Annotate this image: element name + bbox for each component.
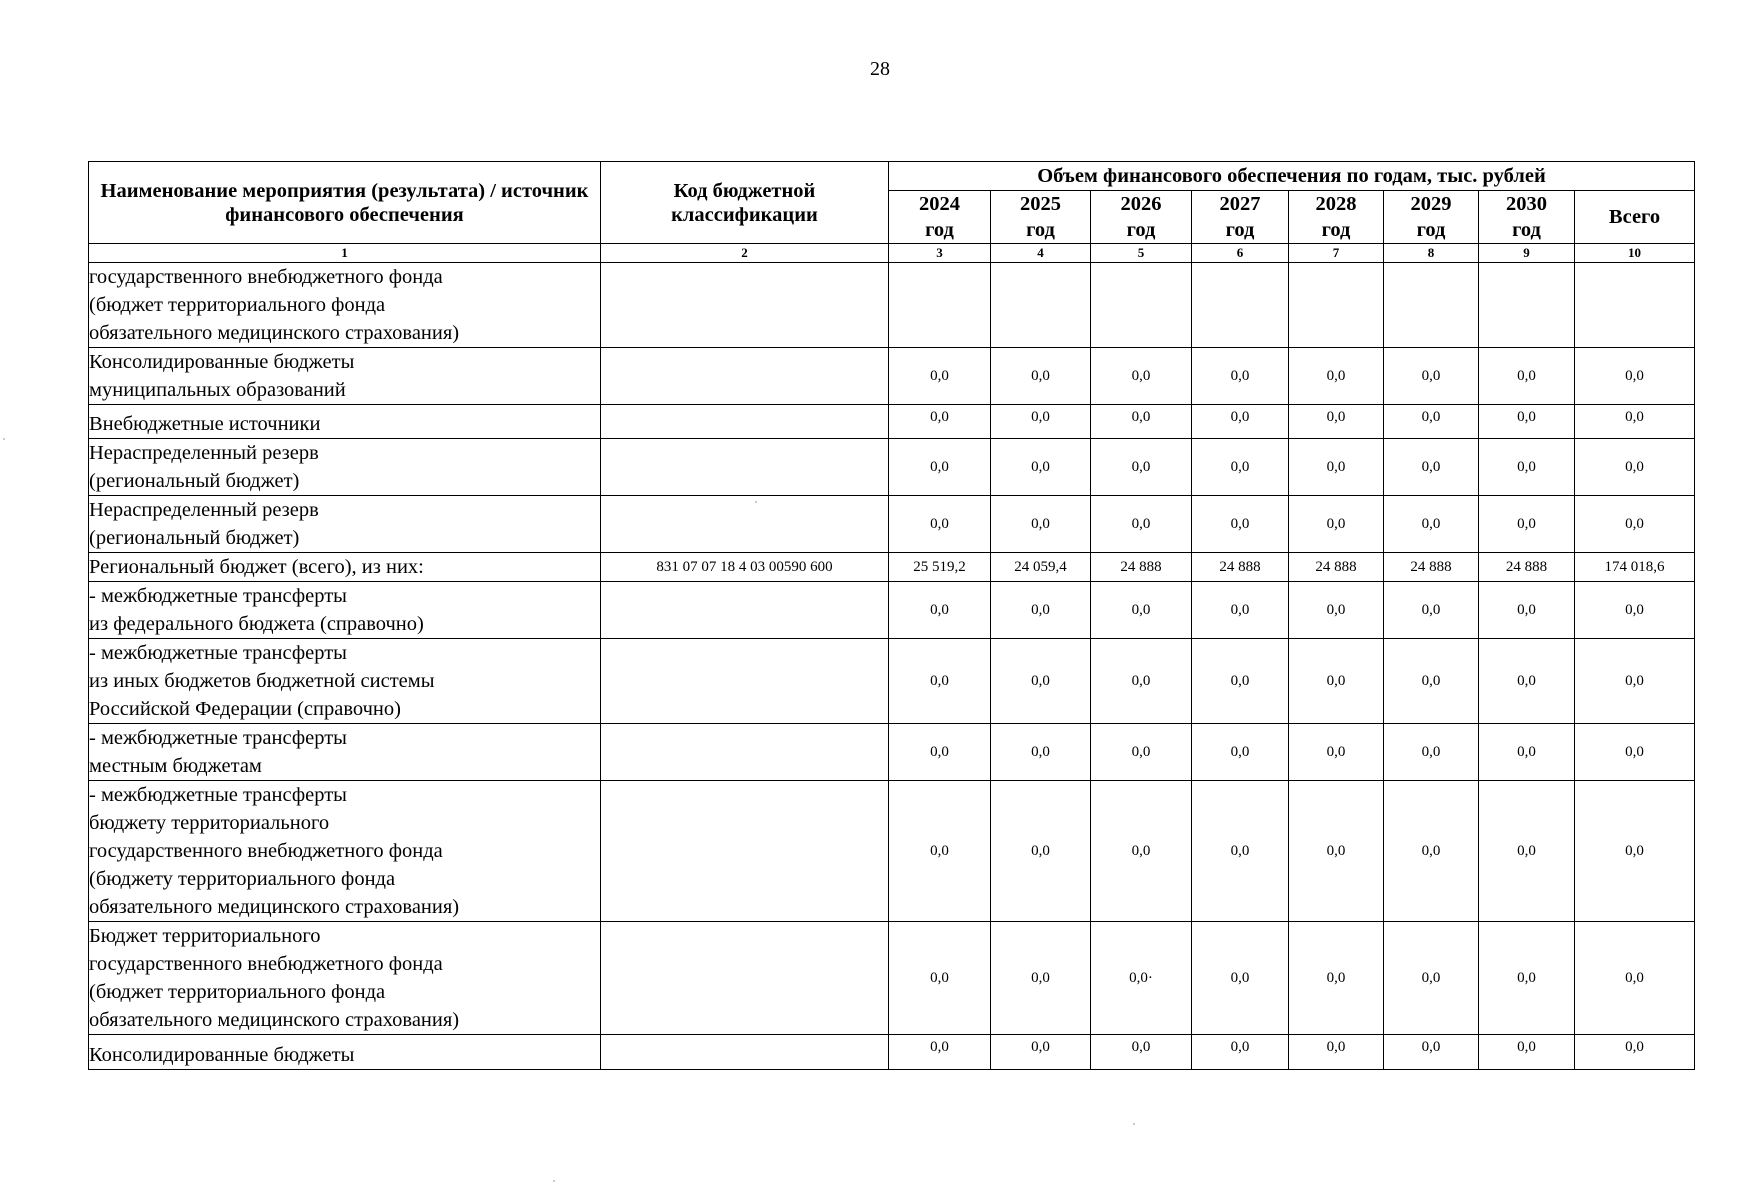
column-number: 7: [1289, 244, 1384, 263]
row-name: Консолидированные бюджеты: [89, 1035, 601, 1070]
row-year-value: 0,0: [1091, 405, 1192, 439]
row-year-value: 0,0: [1384, 781, 1479, 922]
row-year-value: 0,0: [1091, 348, 1192, 405]
row-budget-code: [601, 405, 889, 439]
header-year-unit: год: [1026, 219, 1055, 241]
row-total-value: 0,0: [1575, 1035, 1695, 1070]
page-number: 28: [870, 58, 890, 80]
row-name: Нераспределенный резерв (региональный бюджет): [89, 496, 601, 553]
header-year-unit: год: [1126, 219, 1156, 241]
row-total-value: 0,0: [1575, 496, 1695, 553]
column-number: 8: [1384, 244, 1479, 263]
row-year-value: 24 888: [1091, 553, 1192, 582]
row-year-value: 0,0: [991, 496, 1091, 553]
header-code-column: Код бюджетной классификации: [601, 162, 889, 244]
header-year-2029: [1384, 191, 1479, 244]
row-year-value: 0,0: [889, 724, 991, 781]
row-budget-code: [601, 496, 889, 553]
row-name: Консолидированные бюджеты муниципальных образований: [89, 348, 601, 405]
row-year-value: 0,0: [1192, 724, 1289, 781]
table-row: [89, 405, 1695, 439]
row-year-value: 0,0: [1384, 922, 1479, 1035]
row-year-value: 0,0: [889, 439, 991, 496]
row-year-value: 0,0: [991, 724, 1091, 781]
row-year-value: 0,0: [889, 922, 991, 1035]
header-year-2025: [991, 191, 1091, 244]
header-year-2027: [1192, 191, 1289, 244]
row-year-value: 0,0: [1479, 781, 1575, 922]
row-name: - межбюджетные трансферты из иных бюджетов бюджетной системы Российской Федерации (справочно): [89, 639, 601, 724]
row-total-value: 0,0: [1575, 439, 1695, 496]
row-year-value: 0,0: [1384, 724, 1479, 781]
row-name: - межбюджетные трансферты бюджету территориального государственного внебюджетного фонда (бюджету территориального фонда обязательного медицинского страхования): [89, 781, 601, 922]
table-row: [89, 348, 1695, 405]
row-budget-code: [601, 922, 889, 1035]
header-year-unit: год: [1512, 219, 1541, 241]
row-name: Региональный бюджет (всего), из них:: [89, 553, 601, 582]
row-total-value: 0,0: [1575, 724, 1695, 781]
row-year-value: 0,0: [1289, 582, 1384, 639]
row-year-value: 0,0: [1192, 922, 1289, 1035]
row-year-value: 0,0: [991, 639, 1091, 724]
row-budget-code: [601, 263, 889, 348]
table-header: [89, 162, 1695, 263]
row-year-value: 0,0: [889, 582, 991, 639]
table-row: [89, 496, 1695, 553]
row-name: Бюджет территориального государственного внебюджетного фонда (бюджет территориального фонда обязательного медицинского страхования): [89, 922, 601, 1035]
row-year-value: 0,0: [889, 1035, 991, 1070]
row-year-value: 0,0: [1289, 348, 1384, 405]
scan-speck: [3, 438, 5, 440]
row-year-value: 0,0: [1289, 496, 1384, 553]
column-number: 6: [1192, 244, 1289, 263]
table-body: [89, 263, 1695, 1070]
row-year-value: 0,0: [1384, 496, 1479, 553]
scan-speck: [1133, 1123, 1135, 1125]
header-total: Всего: [1575, 191, 1695, 244]
row-name: - межбюджетные трансферты из федерального бюджета (справочно): [89, 582, 601, 639]
row-budget-code: [601, 348, 889, 405]
row-total-value: 0,0: [1575, 781, 1695, 922]
header-year-unit: год: [1225, 219, 1255, 241]
row-year-value: 0,0: [1384, 639, 1479, 724]
row-year-value: 0,0: [1479, 1035, 1575, 1070]
row-year-value: 0,0: [1192, 439, 1289, 496]
column-numbers-row: [89, 244, 1695, 263]
column-number: 10: [1575, 244, 1695, 263]
table-row: [89, 263, 1695, 348]
header-year-unit: год: [925, 219, 954, 241]
header-year-unit: год: [1416, 219, 1446, 241]
row-year-value: 24 888: [1289, 553, 1384, 582]
row-year-value: [1384, 263, 1479, 348]
row-year-value: 0,0: [889, 496, 991, 553]
row-budget-code: [601, 724, 889, 781]
row-year-value: 0,0: [1384, 1035, 1479, 1070]
row-total-value: 0,0: [1575, 405, 1695, 439]
row-total-value: 174 018,6: [1575, 553, 1695, 582]
column-number: 3: [889, 244, 991, 263]
row-year-value: 0,0: [991, 582, 1091, 639]
row-total-value: 0,0: [1575, 639, 1695, 724]
row-year-value: 24 888: [1384, 553, 1479, 582]
header-year-value: 2027: [1219, 193, 1261, 215]
row-year-value: 0,0: [889, 348, 991, 405]
row-budget-code: [601, 582, 889, 639]
row-year-value: [991, 263, 1091, 348]
header-year-2024: [889, 191, 991, 244]
row-year-value: 0,0: [1289, 724, 1384, 781]
row-year-value: 0,0: [1289, 781, 1384, 922]
table-row: [89, 922, 1695, 1035]
row-year-value: 0,0: [991, 1035, 1091, 1070]
header-year-2026: [1091, 191, 1192, 244]
row-name: Внебюджетные источники: [89, 405, 601, 439]
row-year-value: 24 888: [1479, 553, 1575, 582]
row-year-value: 0,0: [1289, 639, 1384, 724]
row-total-value: [1575, 263, 1695, 348]
row-year-value: 0,0: [991, 348, 1091, 405]
row-year-value: 0,0: [1384, 439, 1479, 496]
header-name-column: Наименование мероприятия (результата) / источник финансового обеспечения: [89, 162, 601, 244]
column-number: 4: [991, 244, 1091, 263]
row-year-value: 0,0: [1192, 1035, 1289, 1070]
header-year-value: 2026: [1120, 193, 1162, 215]
row-year-value: 0,0: [1479, 439, 1575, 496]
row-year-value: 25 519,2: [889, 553, 991, 582]
column-number: 9: [1479, 244, 1575, 263]
header-year-value: 2025: [1020, 193, 1061, 215]
row-year-value: [1091, 263, 1192, 348]
row-year-value: 0,0: [1091, 781, 1192, 922]
scan-speck: [553, 1180, 555, 1182]
row-year-value: [1289, 263, 1384, 348]
row-year-value: 0,0: [1289, 1035, 1384, 1070]
row-year-value: 0,0: [1384, 348, 1479, 405]
header-year-value: 2024: [919, 193, 960, 215]
header-year-2030: [1479, 191, 1575, 244]
row-year-value: 0,0: [1091, 724, 1192, 781]
header-year-unit: год: [1321, 219, 1351, 241]
table-row: [89, 781, 1695, 922]
row-year-value: 0,0: [1479, 405, 1575, 439]
row-year-value: 24 059,4: [991, 553, 1091, 582]
row-budget-code: [601, 639, 889, 724]
row-year-value: 0,0: [1479, 639, 1575, 724]
row-year-value: 0,0: [1384, 582, 1479, 639]
row-year-value: [1479, 263, 1575, 348]
row-year-value: 0,0: [1192, 405, 1289, 439]
row-year-value: 0,0: [991, 439, 1091, 496]
row-year-value: 0,0: [1192, 582, 1289, 639]
row-budget-code: [601, 439, 889, 496]
row-year-value: 0,0: [1289, 405, 1384, 439]
row-year-value: 0,0: [1289, 922, 1384, 1035]
row-year-value: 24 888: [1192, 553, 1289, 582]
column-number: 5: [1091, 244, 1192, 263]
row-year-value: 0,0: [1479, 582, 1575, 639]
header-year-value: 2028: [1315, 193, 1357, 215]
table-row: [89, 582, 1695, 639]
row-year-value: 0,0: [889, 639, 991, 724]
row-year-value: 0,0: [1192, 639, 1289, 724]
table-row: [89, 1035, 1695, 1070]
row-year-value: 0,0: [1384, 405, 1479, 439]
row-year-value: [1192, 263, 1289, 348]
row-year-value: 0,0: [1289, 439, 1384, 496]
row-year-value: 0,0: [1192, 348, 1289, 405]
row-total-value: 0,0: [1575, 922, 1695, 1035]
table-row: [89, 553, 1695, 582]
financing-table: [88, 161, 1695, 1070]
header-financing-group: Объем финансового обеспечения по годам, тыс. рублей: [889, 162, 1695, 191]
row-budget-code: [601, 781, 889, 922]
row-year-value: 0,0: [1192, 496, 1289, 553]
row-year-value: 0,0: [991, 405, 1091, 439]
column-number: 1: [89, 244, 601, 263]
table-row: [89, 439, 1695, 496]
scan-speck: [755, 501, 757, 503]
row-year-value: 0,0: [1091, 1035, 1192, 1070]
row-year-value: 0,0·: [1091, 922, 1192, 1035]
row-year-value: 0,0: [1091, 496, 1192, 553]
row-year-value: 0,0: [889, 405, 991, 439]
row-total-value: 0,0: [1575, 348, 1695, 405]
table-row: [89, 724, 1695, 781]
row-year-value: 0,0: [1192, 781, 1289, 922]
header-year-2028: [1289, 191, 1384, 244]
row-year-value: 0,0: [991, 922, 1091, 1035]
row-name: - межбюджетные трансферты местным бюджетам: [89, 724, 601, 781]
row-year-value: 0,0: [1091, 582, 1192, 639]
row-year-value: [889, 263, 991, 348]
header-year-value: 2030: [1506, 193, 1547, 215]
column-number: 2: [601, 244, 889, 263]
row-name: Нераспределенный резерв (региональный бюджет): [89, 439, 601, 496]
row-name: государственного внебюджетного фонда (бюджет территориального фонда обязательного медицинского страхования): [89, 263, 601, 348]
row-year-value: 0,0: [1091, 639, 1192, 724]
row-year-value: 0,0: [1091, 439, 1192, 496]
row-total-value: 0,0: [1575, 582, 1695, 639]
row-budget-code: [601, 1035, 889, 1070]
table-row: [89, 639, 1695, 724]
row-year-value: 0,0: [991, 781, 1091, 922]
row-year-value: 0,0: [1479, 724, 1575, 781]
row-year-value: 0,0: [1479, 348, 1575, 405]
header-year-value: 2029: [1410, 193, 1452, 215]
row-year-value: 0,0: [1479, 922, 1575, 1035]
row-budget-code: 831 07 07 18 4 03 00590 600: [601, 553, 889, 582]
row-year-value: 0,0: [1479, 496, 1575, 553]
row-year-value: 0,0: [889, 781, 991, 922]
